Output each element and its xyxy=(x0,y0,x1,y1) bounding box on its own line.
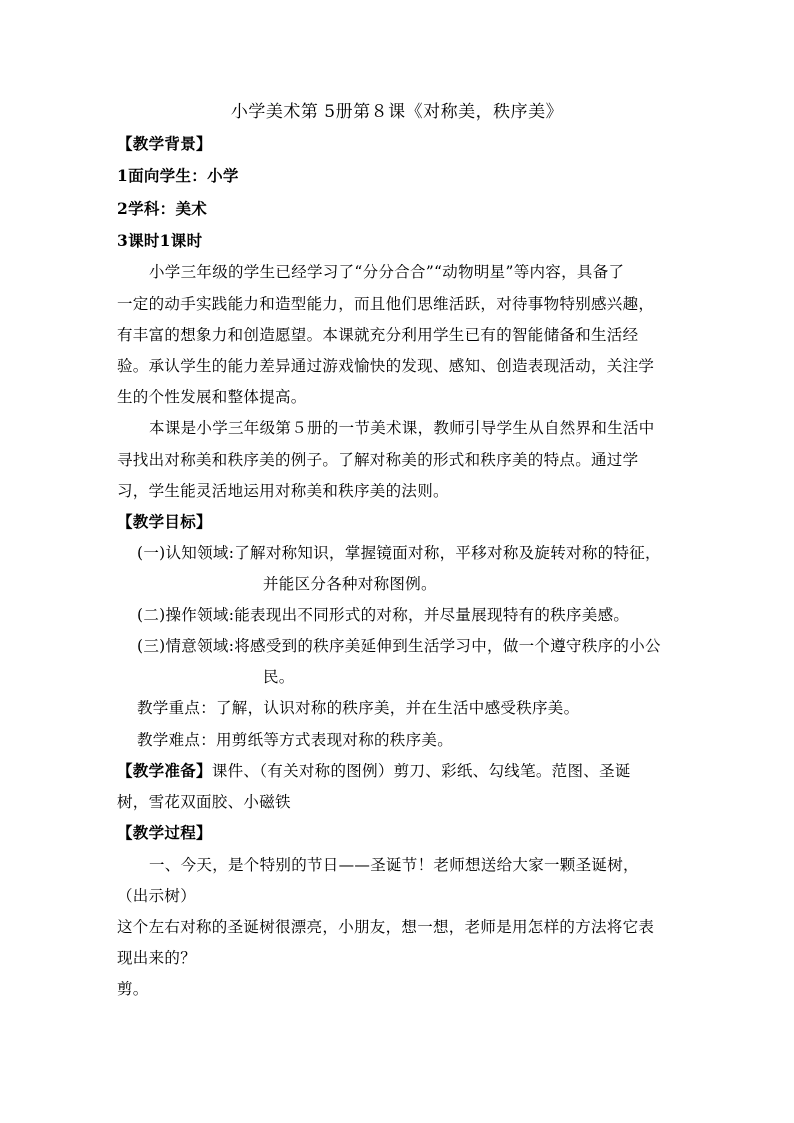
section-heading-preparation: 【教学准备】 xyxy=(117,761,212,780)
goal-operation: (二)操作领域:能表现出不同形式的对称，并尽量展现特有的秩序美感。 xyxy=(137,606,630,624)
paragraph-line: 小学三年级的学生已经学习了“分分合合”“动物明星”等内容，具备了 xyxy=(149,263,625,281)
process-line: 一、今天，是个特别的节日——圣诞节！老师想送给大家一颗圣诞树， xyxy=(149,856,639,874)
goal-affective: (三)情意领域:将感受到的秩序美延伸到生活学习中，做一个遵守秩序的小公 xyxy=(137,637,661,655)
section-heading-background: 【教学背景】 xyxy=(117,134,212,153)
info-subject: 2学科：美术 xyxy=(117,199,208,218)
paragraph-line: 验。承认学生的能力差异通过游戏愉快的发现、感知、创造表现活动，关注学 xyxy=(117,357,655,375)
key-point: 教学重点：了解，认识对称的秩序美，并在生活中感受秩序美。 xyxy=(137,699,580,717)
difficulty: 教学难点：用剪纸等方式表现对称的秩序美。 xyxy=(137,731,454,749)
process-line: （出示树） xyxy=(117,887,197,905)
paragraph-line: 习，学生能灵活地运用对称美和秩序美的法则。 xyxy=(117,482,449,500)
preparation-text-continued: 树，雪花双面胶、小磁铁 xyxy=(117,793,291,811)
preparation-text: 课件、（有关对称的图例）剪刀、彩纸、勾线笔。范图、圣诞 xyxy=(211,762,631,780)
paragraph-line: 本课是小学三年级第５册的一节美术课，教师引导学生从自然界和生活中 xyxy=(149,419,655,437)
paragraph-line: 寻找出对称美和秩序美的例子。了解对称美的形式和秩序美的特点。通过学 xyxy=(117,451,639,469)
section-heading-process: 【教学过程】 xyxy=(117,823,212,842)
section-heading-goals: 【教学目标】 xyxy=(117,512,212,531)
paragraph-line: 生的个性发展和整体提高。 xyxy=(117,388,307,406)
info-hours: 3课时1课时 xyxy=(117,231,203,250)
process-line: 现出来的？ xyxy=(117,949,197,967)
process-line: 这个左右对称的圣诞树很漂亮，小朋友，想一想，老师是用怎样的方法将它表 xyxy=(117,918,655,936)
paragraph-line: 一定的动手实践能力和造型能力，而且他们思维活跃，对待事物特别感兴趣， xyxy=(117,295,655,313)
goal-affective-continued: 民。 xyxy=(263,668,295,686)
goal-cognitive: (一)认知领域:了解对称知识，掌握镜面对称，平移对称及旋转对称的特征， xyxy=(137,544,661,562)
preparation-line xyxy=(117,761,631,781)
paragraph-line: 有丰富的想象力和创造愿望。本课就充分利用学生已有的智能储备和生活经 xyxy=(117,326,639,344)
info-audience: 1面向学生：小学 xyxy=(117,166,239,185)
goal-cognitive-continued: 并能区分各种对称图例。 xyxy=(263,575,437,593)
process-line: 剪。 xyxy=(117,980,149,998)
page-title: 小学美术第 5册第８课《对称美，秩序美》 xyxy=(230,102,564,122)
